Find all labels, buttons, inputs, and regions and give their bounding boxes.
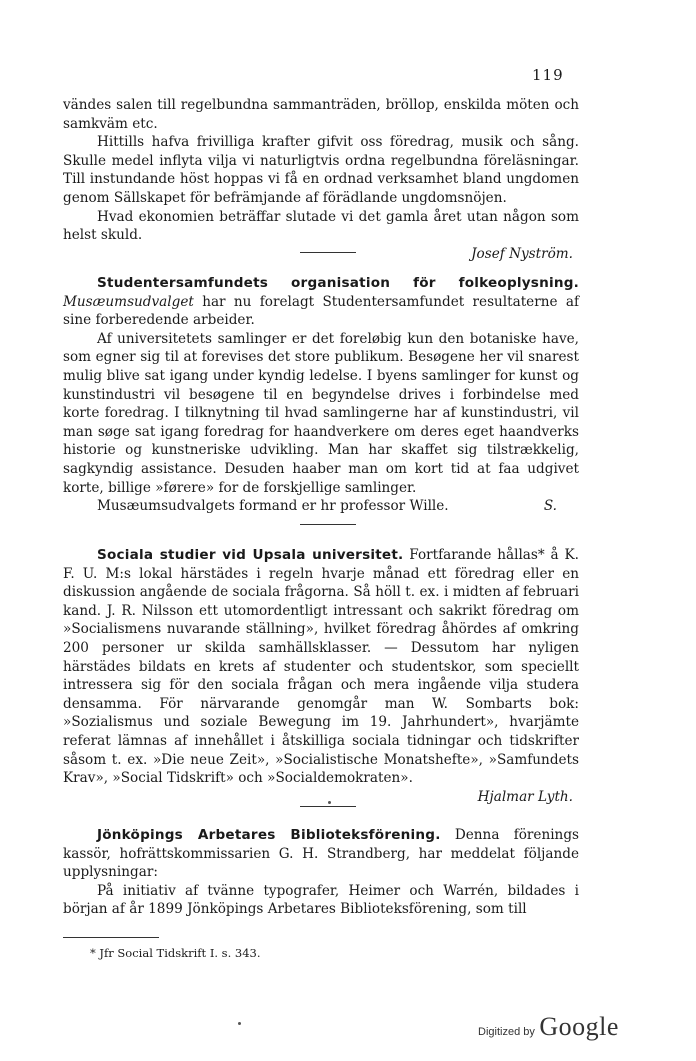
print-speck bbox=[328, 801, 331, 804]
section-4 bbox=[63, 826, 579, 919]
section-3 bbox=[63, 546, 579, 806]
section-heading: Jönköpings Arbetares Biblioteksförening. bbox=[97, 827, 441, 843]
paragraph: Hvad ekonomien beträffar slutade vi det gamla året utan någon som helst skuld. bbox=[63, 208, 579, 244]
google-logo: Google bbox=[539, 1012, 619, 1041]
signature: Josef Nyström. bbox=[471, 245, 573, 262]
footnote-rule bbox=[63, 937, 159, 938]
paragraph: vändes salen till regelbundna sammanträden, bröllop, enskilda möten och samkväm etc. bbox=[63, 97, 579, 132]
paragraph: Musæumsudvalgets formand er hr professor Wille. bbox=[97, 498, 449, 515]
paragraph bbox=[63, 546, 579, 788]
section-divider bbox=[300, 524, 356, 525]
signature: Hjalmar Lyth. bbox=[477, 788, 573, 805]
signature: S. bbox=[543, 498, 557, 515]
section-2 bbox=[63, 274, 579, 516]
paragraph: Af universitetets samlinger er det foreløbig kun den botaniske have, som egner sig til at forevises det store publikum. Besøgene her vil snarest mulig blive sat igang under kyndig ledelse. I byens samlinger for kunst og kunstindustri vil besøgene til en begyndelse drives i forbindelse med korte foredrag. I tilknytning til hvad samlingerne har af kunstindustri, vil man søge sat igang foredrag for haandverkere om deres eget haandverks historie og kunstneriske udvikling. Man har skaffet sig tilstrækkelig, sagkyndig assistance. Desuden haaber man om kort tid at faa udgivet korte, billige »førere» for de forskjellige samlinger. bbox=[63, 330, 579, 496]
paragraph: På initiativ af tvänne typografer, Heimer och Warrén, bildades i början af år 1899 Jönköpings Arbetares Biblioteksförening, som till bbox=[63, 882, 579, 918]
footnote: * Jfr Social Tidskrift I. s. 343. bbox=[90, 946, 261, 960]
closing-row bbox=[63, 497, 579, 516]
paragraph-text: Denna förenings kassör, hofrättskommissarien G. H. Strandberg, har meddelat följande upplysningar: bbox=[63, 827, 579, 881]
lead-term: Musæumsudvalget bbox=[63, 293, 194, 310]
page-number: 119 bbox=[532, 66, 564, 84]
paragraph-text: Fortfarande hållas* å K. F. U. M:s lokal härstädes i regeln hvarje månad ett föredrag eller en diskussion angående de sociala frågorna. Så höll t. ex. i midten af februari kand. J. R. Nilsson ett utomordentligt intressant och sakrikt föredrag om »Socialismens nuvarande ställning», hvilket föredrag åhördes af omkring 200 personer ur skilda samhällsklasser. — Dessutom har nyligen härstädes bildats en krets af studenter och studentskor, som speciellt intressera sig för den sociala frågan och mera ingående vilja studera densamma. För närvarande genomgår man W. Sombarts bok: »Sozialismus und soziale Bewegung im 19. Jahrhundert», hvarjämte referat lämnas af innehållet i åtskilliga sociala tidningar och tidskrifter såsom t. ex. »Die neue Zeit», »Socialistische Monatshefte», »Samfundets Krav», »Social Tidskrift» och »Socialdemokraten». bbox=[63, 547, 579, 787]
section-1 bbox=[63, 96, 579, 263]
section-divider bbox=[300, 806, 356, 807]
watermark-prefix: Digitized by bbox=[478, 1026, 535, 1038]
section-heading: Sociala studier vid Upsala universitet. bbox=[97, 547, 404, 563]
print-speck bbox=[238, 1022, 241, 1025]
section-divider bbox=[300, 252, 356, 253]
paragraph-text: har nu forelagt Studentersamfundet resultaterne af sine forberedende arbeider. bbox=[63, 293, 579, 329]
section-heading: Studentersamfundets organisation för folkeoplysning. bbox=[97, 275, 579, 291]
paragraph bbox=[63, 274, 579, 330]
closing-row bbox=[63, 208, 579, 245]
google-watermark bbox=[478, 1012, 619, 1042]
paragraph: Hittills hafva frivilliga krafter gifvit oss föredrag, musik och sång. Skulle medel inflyta vilja vi naturligtvis ordna regelbundna föreläsningar. Till instundande höst hoppas vi få en ordnad verksamhet bland ungdomen genom Sällskapet för befrämjande af förädlande ungdomsnöjen. bbox=[63, 134, 579, 206]
paragraph bbox=[63, 826, 579, 882]
